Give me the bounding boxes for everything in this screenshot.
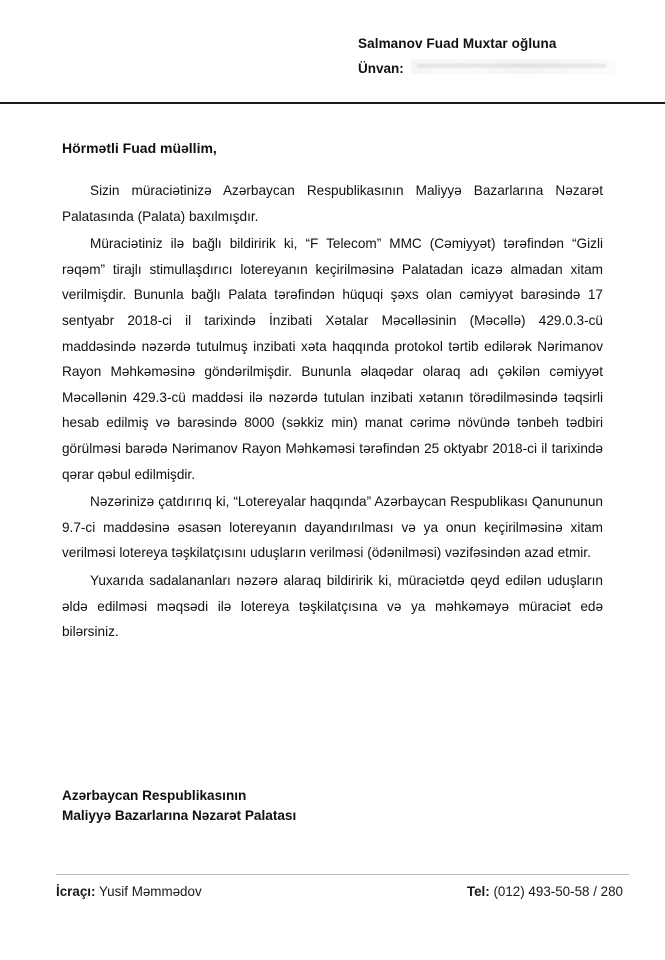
footer	[56, 884, 629, 908]
phone-value: (012) 493-50-58 / 280	[493, 884, 623, 899]
paragraph: Nəzərinizə çatdırırıq ki, “Lotereyalar haqqında” Azərbaycan Respublikası Qanununun 9.7-ci maddəsinə əsasən lotereyanın dayandırılması və ya onun keçirilməsinə xitam verilməsi lotereya təşkilatçısını uduşların verilməsi (ödənilməsi) vəzifəsindən azad etmir.	[62, 494, 603, 561]
letter-body	[62, 140, 603, 645]
executor-info	[56, 884, 202, 899]
salutation: Hörmətli Fuad müəllim,	[62, 140, 217, 156]
executor-label: İcraçı:	[56, 884, 96, 899]
addressee-address-line	[358, 61, 658, 76]
header-divider	[0, 102, 665, 104]
footer-divider	[56, 874, 629, 875]
addressee-name: Salmanov Fuad Muxtar oğluna	[358, 36, 557, 51]
redaction-overlay	[411, 59, 616, 74]
executor-name: Yusif Məmmədov	[98, 884, 202, 899]
addressee-address-label: Ünvan:	[358, 61, 404, 76]
phone-info	[467, 884, 623, 899]
signature-line-1: Azərbaycan Respublikasının	[62, 788, 247, 803]
addressee-block	[358, 36, 658, 76]
signature-block	[62, 786, 296, 826]
paragraph: Yuxarıda sadalananları nəzərə alaraq bildiririk ki, müraciətdə qeyd edilən uduşların əldə edilməsi məqsədi ilə lotereya təşkilatçısına və ya məhkəməyə müraciət edə bilərsiniz.	[62, 572, 603, 640]
phone-label: Tel:	[466, 884, 490, 899]
paragraph: Müraciətiniz ilə bağlı bildiririk ki, “F Telecom” MMC (Cəmiyyət) tərəfindən “Gizli rəqəm” tirajlı stimullaşdırıcı lotereyanın keçirilməsinə Palatadan icazə almadan xitam verilmişdir. Bununla bağlı Palata tərəfindən hüquqi şəxs olan cəmiyyət barəsində 17 sentyabr 2018-ci il tarixində İnzibati Xətalar Məcəlləsinin (Məcəllə) 429.0.3-cü maddəsində nəzərdə tutulmuş inzibati xəta haqqında protokol tərtib edilərək Nərimanov Rayon Məhkəməsinə göndərilmişdir. Bununla əlaqədar olaraq adı çəkilən cəmiyyət Məcəllənin 429.3-cü maddəsi ilə nəzərdə tutulan inzibati xətanın törədilməsində təqsirli hesab edilmiş və barəsində 8000 (səkkiz min) manat cərimə növündə tənbeh tədbiri görülməsi barədə Nərimanov Rayon Məhkəməsi tərəfindən 25 oktyabr 2018-ci il tarixində qərar qəbul edilmişdir.	[62, 236, 603, 482]
signature-line-2: Maliyyə Bazarlarına Nəzarət Palatası	[62, 808, 297, 823]
paragraph: Sizin müraciətinizə Azərbaycan Respublikasının Maliyyə Bazarlarına Nəzarət Palatasında (Palata) baxılmışdır.	[62, 183, 603, 224]
